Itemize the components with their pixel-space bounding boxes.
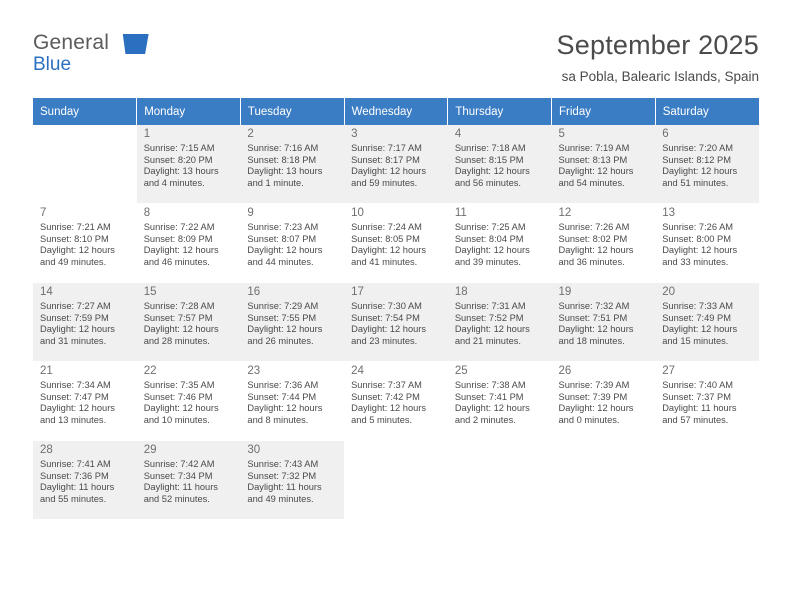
day-detail-lines	[351, 143, 442, 189]
day-detail-lines	[351, 380, 442, 426]
calendar-day-cell-empty	[552, 441, 656, 520]
day-detail-line: Daylight: 12 hours	[662, 324, 738, 335]
day-number: 22	[143, 365, 157, 377]
day-number: 7	[40, 207, 47, 219]
day-detail-line: Sunrise: 7:34 AM	[40, 380, 111, 390]
day-detail-line: Sunrise: 7:20 AM	[662, 143, 734, 153]
day-detail-lines	[351, 222, 442, 268]
day-detail-line: Sunset: 7:54 PM	[351, 312, 420, 323]
logo-text-general: General	[33, 31, 110, 54]
calendar-day-cell[interactable]	[448, 283, 552, 362]
day-number: 12	[558, 207, 572, 219]
day-cell-body	[552, 125, 656, 203]
day-number: 3	[351, 128, 358, 140]
weekday-header-monday: Monday	[137, 98, 241, 125]
day-detail-line: Sunrise: 7:21 AM	[40, 222, 111, 232]
day-cell-body	[344, 362, 448, 440]
day-detail-line: Sunset: 8:00 PM	[662, 233, 731, 244]
day-number: 26	[558, 365, 572, 377]
day-detail-line: Daylight: 12 hours	[558, 245, 634, 256]
calendar-day-cell[interactable]	[655, 125, 759, 204]
calendar-day-cell[interactable]	[33, 362, 137, 441]
calendar-week-row	[33, 125, 759, 204]
day-number: 30	[247, 444, 261, 456]
day-detail-line: Daylight: 11 hours	[662, 403, 737, 414]
day-detail-line: Sunrise: 7:32 AM	[558, 301, 630, 311]
day-detail-line: Sunrise: 7:35 AM	[143, 380, 215, 390]
day-detail-line: Sunset: 7:46 PM	[143, 391, 213, 402]
day-detail-lines	[247, 222, 338, 268]
page-header	[33, 22, 759, 92]
day-cell-body	[552, 362, 656, 440]
calendar-day-cell[interactable]	[33, 204, 137, 283]
weekday-header-row	[33, 98, 759, 125]
calendar-day-cell[interactable]	[448, 362, 552, 441]
day-detail-lines	[455, 301, 546, 347]
day-detail-line: Sunset: 8:09 PM	[143, 233, 213, 244]
day-detail-line: and 0 minutes.	[558, 414, 620, 425]
day-cell-body	[33, 283, 137, 361]
day-detail-line: Daylight: 12 hours	[454, 166, 530, 177]
day-detail-line: Daylight: 12 hours	[40, 245, 115, 256]
weekday-header-wednesday: Wednesday	[344, 98, 448, 125]
day-detail-line: Sunrise: 7:33 AM	[662, 301, 734, 311]
day-number: 10	[351, 207, 364, 219]
day-cell-body	[448, 362, 552, 440]
day-cell-body	[240, 441, 344, 519]
day-detail-line: Daylight: 12 hours	[662, 166, 738, 177]
day-detail-line: Daylight: 12 hours	[40, 324, 115, 335]
day-detail-line: Daylight: 11 hours	[143, 482, 218, 493]
day-detail-line: Daylight: 13 hours	[247, 166, 323, 177]
day-cell-body	[137, 125, 241, 203]
day-detail-line: and 4 minutes.	[143, 177, 205, 188]
day-cell-body	[655, 125, 759, 203]
day-number: 20	[662, 286, 676, 298]
day-detail-line: Sunset: 8:10 PM	[40, 233, 109, 244]
day-detail-line: Daylight: 13 hours	[143, 166, 219, 177]
day-detail-lines	[40, 459, 131, 505]
day-detail-line: Sunrise: 7:30 AM	[351, 301, 422, 311]
empty-cell-body	[448, 441, 552, 519]
day-detail-line: and 59 minutes.	[351, 177, 418, 188]
calendar-day-cell[interactable]	[137, 283, 241, 362]
day-detail-line: Sunset: 8:20 PM	[143, 154, 213, 165]
day-detail-line: and 36 minutes.	[558, 256, 625, 267]
day-detail-lines	[40, 222, 131, 268]
calendar-day-cell[interactable]	[448, 125, 552, 204]
day-detail-line: Sunset: 8:18 PM	[247, 154, 317, 165]
day-detail-lines	[247, 380, 338, 426]
calendar-day-cell[interactable]	[240, 362, 344, 441]
calendar-day-cell[interactable]	[655, 204, 759, 283]
weekday-header-thursday: Thursday	[448, 98, 552, 125]
day-detail-line: and 51 minutes.	[662, 177, 729, 188]
day-detail-line: and 5 minutes.	[351, 414, 413, 425]
day-detail-line: Sunset: 8:07 PM	[247, 233, 317, 244]
day-number: 15	[143, 286, 157, 298]
day-detail-lines	[247, 459, 338, 505]
day-detail-line: Sunset: 7:37 PM	[662, 391, 731, 402]
day-detail-line: and 55 minutes.	[40, 493, 107, 504]
logo[interactable]	[33, 32, 153, 78]
empty-cell-body	[552, 441, 656, 519]
calendar-day-cell[interactable]	[344, 125, 448, 204]
day-cell-body	[655, 283, 759, 361]
day-detail-line: Daylight: 12 hours	[143, 324, 219, 335]
day-cell-body	[552, 204, 656, 282]
day-detail-lines	[559, 301, 650, 347]
day-detail-line: Sunset: 8:05 PM	[351, 233, 420, 244]
day-detail-line: Sunset: 8:17 PM	[351, 154, 420, 165]
day-detail-line: Sunrise: 7:17 AM	[351, 143, 422, 153]
day-number: 14	[40, 286, 53, 298]
calendar-day-cell[interactable]	[137, 441, 241, 520]
day-cell-body	[448, 283, 552, 361]
calendar-day-cell[interactable]	[240, 441, 344, 520]
day-cell-body	[240, 283, 344, 361]
day-number: 23	[247, 365, 261, 377]
day-detail-line: and 21 minutes.	[454, 335, 521, 346]
day-detail-lines	[455, 380, 546, 426]
day-detail-line: Sunset: 7:32 PM	[247, 470, 317, 481]
day-detail-line: and 33 minutes.	[662, 256, 729, 267]
day-detail-line: Daylight: 12 hours	[558, 324, 634, 335]
day-cell-body	[33, 362, 137, 440]
day-detail-line: Daylight: 11 hours	[247, 482, 322, 493]
calendar-week-row	[33, 283, 759, 362]
day-detail-line: and 46 minutes.	[143, 256, 210, 267]
weekday-header-saturday: Saturday	[655, 98, 759, 125]
day-number: 24	[351, 365, 364, 377]
day-detail-lines	[662, 301, 753, 347]
day-detail-line: and 28 minutes.	[143, 335, 210, 346]
day-detail-line: and 39 minutes.	[454, 256, 521, 267]
day-detail-line: and 26 minutes.	[247, 335, 314, 346]
calendar-day-cell[interactable]	[33, 441, 137, 520]
day-detail-line: Sunset: 8:02 PM	[558, 233, 628, 244]
day-detail-lines	[455, 143, 546, 189]
day-detail-lines	[455, 222, 546, 268]
day-detail-line: Sunrise: 7:15 AM	[143, 143, 215, 153]
day-detail-line: Sunrise: 7:40 AM	[662, 380, 734, 390]
day-detail-line: and 44 minutes.	[247, 256, 314, 267]
day-detail-line: Daylight: 12 hours	[351, 166, 427, 177]
day-detail-line: Sunrise: 7:36 AM	[247, 380, 319, 390]
day-detail-line: Sunset: 7:55 PM	[247, 312, 317, 323]
day-cell-body	[552, 283, 656, 361]
day-detail-line: Sunset: 7:57 PM	[143, 312, 213, 323]
day-number: 18	[454, 286, 468, 298]
day-cell-body	[33, 204, 137, 282]
calendar-day-cell-empty	[33, 125, 137, 204]
day-detail-line: and 8 minutes.	[247, 414, 309, 425]
day-cell-body	[137, 283, 241, 361]
day-cell-body	[137, 362, 241, 440]
day-detail-line: Sunrise: 7:27 AM	[40, 301, 111, 311]
day-number: 6	[662, 128, 669, 140]
calendar-day-cell[interactable]	[552, 204, 656, 283]
calendar-day-cell[interactable]	[655, 362, 759, 441]
calendar-day-cell-empty	[344, 441, 448, 520]
day-detail-line: Sunrise: 7:41 AM	[40, 459, 111, 469]
day-detail-line: Daylight: 12 hours	[454, 245, 530, 256]
calendar-day-cell[interactable]	[448, 204, 552, 283]
day-number: 2	[247, 128, 254, 140]
day-detail-line: Sunrise: 7:25 AM	[454, 222, 526, 232]
day-detail-lines	[559, 222, 650, 268]
calendar-day-cell[interactable]	[137, 125, 241, 204]
day-number: 9	[247, 207, 254, 219]
day-detail-lines	[247, 143, 338, 189]
day-detail-line: Sunrise: 7:43 AM	[247, 459, 319, 469]
calendar-week-row	[33, 441, 759, 520]
day-detail-line: Sunset: 8:15 PM	[454, 154, 524, 165]
day-cell-body	[33, 441, 137, 519]
day-number: 11	[454, 207, 467, 219]
calendar-week-row	[33, 362, 759, 441]
day-detail-lines	[40, 301, 131, 347]
day-number: 21	[40, 365, 53, 377]
day-detail-line: Sunset: 7:42 PM	[351, 391, 420, 402]
day-detail-lines	[662, 380, 753, 426]
day-detail-line: and 31 minutes.	[40, 335, 107, 346]
day-detail-line: Sunset: 7:49 PM	[662, 312, 731, 323]
calendar-day-cell[interactable]	[344, 362, 448, 441]
day-detail-lines	[247, 301, 338, 347]
day-cell-body	[137, 441, 241, 519]
day-detail-line: Daylight: 12 hours	[40, 403, 115, 414]
day-detail-line: and 15 minutes.	[662, 335, 729, 346]
day-detail-line: Sunrise: 7:29 AM	[247, 301, 319, 311]
day-detail-line: Sunrise: 7:39 AM	[558, 380, 630, 390]
day-cell-body	[344, 283, 448, 361]
weekday-header-sunday: Sunday	[33, 98, 137, 125]
day-detail-line: Sunrise: 7:23 AM	[247, 222, 319, 232]
day-detail-line: Daylight: 12 hours	[454, 324, 530, 335]
day-detail-line: Sunrise: 7:38 AM	[454, 380, 526, 390]
page-title: September 2025	[556, 30, 759, 60]
calendar-day-cell[interactable]	[552, 125, 656, 204]
day-detail-lines	[662, 222, 753, 268]
day-detail-line: Sunrise: 7:37 AM	[351, 380, 422, 390]
day-number: 1	[143, 128, 151, 140]
day-number: 19	[558, 286, 572, 298]
day-detail-line: Sunrise: 7:22 AM	[143, 222, 215, 232]
day-number: 27	[662, 365, 676, 377]
day-detail-lines	[40, 380, 131, 426]
calendar-day-cell[interactable]	[137, 204, 241, 283]
calendar-day-cell[interactable]	[552, 283, 656, 362]
day-detail-line: and 23 minutes.	[351, 335, 418, 346]
day-detail-line: Daylight: 12 hours	[454, 403, 530, 414]
day-detail-line: Daylight: 12 hours	[558, 166, 634, 177]
day-detail-line: Sunrise: 7:16 AM	[247, 143, 319, 153]
day-detail-line: and 18 minutes.	[558, 335, 625, 346]
day-detail-line: and 13 minutes.	[40, 414, 107, 425]
day-detail-line: and 52 minutes.	[143, 493, 210, 504]
day-detail-lines	[662, 143, 753, 189]
calendar-day-cell[interactable]	[240, 125, 344, 204]
day-detail-line: Sunset: 7:47 PM	[40, 391, 109, 402]
day-detail-line: Daylight: 12 hours	[351, 403, 427, 414]
calendar-day-cell[interactable]	[655, 283, 759, 362]
calendar-day-cell[interactable]	[344, 283, 448, 362]
day-cell-body	[240, 362, 344, 440]
day-detail-line: and 57 minutes.	[662, 414, 729, 425]
day-detail-line: Sunset: 7:41 PM	[454, 391, 524, 402]
day-number: 16	[247, 286, 261, 298]
day-number: 4	[454, 128, 462, 140]
day-detail-line: Daylight: 11 hours	[40, 482, 115, 493]
day-detail-lines	[144, 380, 235, 426]
day-detail-line: Sunrise: 7:31 AM	[454, 301, 526, 311]
calendar-day-cell[interactable]	[552, 362, 656, 441]
day-cell-body	[240, 204, 344, 282]
day-detail-lines	[144, 222, 235, 268]
day-detail-line: Sunrise: 7:26 AM	[558, 222, 630, 232]
day-detail-line: Sunrise: 7:18 AM	[454, 143, 526, 153]
day-detail-line: Sunset: 7:44 PM	[247, 391, 317, 402]
day-detail-lines	[559, 143, 650, 189]
day-detail-line: Sunset: 7:39 PM	[558, 391, 628, 402]
day-detail-line: Daylight: 12 hours	[247, 324, 323, 335]
day-number: 29	[143, 444, 157, 456]
day-detail-line: and 49 minutes.	[40, 256, 107, 267]
day-detail-line: Daylight: 12 hours	[351, 245, 427, 256]
day-detail-line: Sunset: 7:59 PM	[40, 312, 109, 323]
day-detail-line: Daylight: 12 hours	[662, 245, 738, 256]
day-detail-line: Daylight: 12 hours	[351, 324, 427, 335]
day-detail-line: and 41 minutes.	[351, 256, 418, 267]
day-detail-line: Sunset: 7:51 PM	[558, 312, 628, 323]
empty-cell-body	[33, 125, 137, 203]
day-detail-line: and 49 minutes.	[247, 493, 314, 504]
day-detail-lines	[144, 143, 235, 189]
calendar-day-cell[interactable]	[240, 204, 344, 283]
day-number: 13	[662, 207, 676, 219]
day-detail-line: Daylight: 12 hours	[558, 403, 634, 414]
day-detail-line: and 10 minutes.	[143, 414, 210, 425]
day-detail-line: Daylight: 12 hours	[143, 245, 219, 256]
day-detail-line: and 54 minutes.	[558, 177, 625, 188]
day-detail-line: Sunset: 7:52 PM	[454, 312, 524, 323]
day-cell-body	[448, 125, 552, 203]
day-detail-line: Daylight: 12 hours	[247, 245, 323, 256]
day-cell-body	[344, 204, 448, 282]
day-number: 17	[351, 286, 364, 298]
day-detail-line: Sunrise: 7:19 AM	[558, 143, 630, 153]
weekday-header-friday: Friday	[552, 98, 656, 125]
day-detail-line: and 1 minute.	[247, 177, 304, 188]
day-detail-line: Daylight: 12 hours	[247, 403, 323, 414]
day-detail-line: Sunrise: 7:26 AM	[662, 222, 734, 232]
day-detail-line: and 2 minutes.	[454, 414, 516, 425]
day-cell-body	[448, 204, 552, 282]
empty-cell-body	[344, 441, 448, 519]
sunrise-sunset-calendar	[33, 98, 759, 520]
day-detail-line: Sunset: 7:36 PM	[40, 470, 109, 481]
day-number: 28	[40, 444, 53, 456]
day-cell-body	[655, 362, 759, 440]
calendar-day-cell-empty	[448, 441, 552, 520]
day-detail-line: Sunset: 8:12 PM	[662, 154, 731, 165]
day-detail-line: Sunrise: 7:42 AM	[143, 459, 215, 469]
day-detail-line: Sunrise: 7:28 AM	[143, 301, 215, 311]
day-cell-body	[655, 204, 759, 282]
day-detail-line: Daylight: 12 hours	[143, 403, 219, 414]
logo-text-blue: Blue	[33, 54, 72, 75]
empty-cell-body	[655, 441, 759, 519]
day-number: 8	[143, 207, 151, 219]
location-subtitle: sa Pobla, Balearic Islands, Spain	[561, 69, 759, 84]
day-cell-body	[137, 204, 241, 282]
calendar-day-cell[interactable]	[240, 283, 344, 362]
day-detail-line: Sunset: 8:04 PM	[454, 233, 524, 244]
day-detail-lines	[144, 459, 235, 505]
weekday-header-tuesday: Tuesday	[240, 98, 344, 125]
calendar-day-cell[interactable]	[344, 204, 448, 283]
day-detail-line: and 56 minutes.	[454, 177, 521, 188]
calendar-day-cell[interactable]	[33, 283, 137, 362]
day-detail-lines	[351, 301, 442, 347]
calendar-day-cell-empty	[655, 441, 759, 520]
day-cell-body	[344, 125, 448, 203]
day-detail-line: Sunset: 7:34 PM	[143, 470, 213, 481]
day-number: 5	[558, 128, 565, 140]
day-detail-line: Sunrise: 7:24 AM	[351, 222, 422, 232]
calendar-body	[33, 125, 759, 520]
day-detail-lines	[144, 301, 235, 347]
calendar-day-cell[interactable]	[137, 362, 241, 441]
day-detail-line: Sunset: 8:13 PM	[558, 154, 628, 165]
calendar-week-row	[33, 204, 759, 283]
day-number: 25	[454, 365, 468, 377]
day-cell-body	[240, 125, 344, 203]
day-detail-lines	[559, 380, 650, 426]
